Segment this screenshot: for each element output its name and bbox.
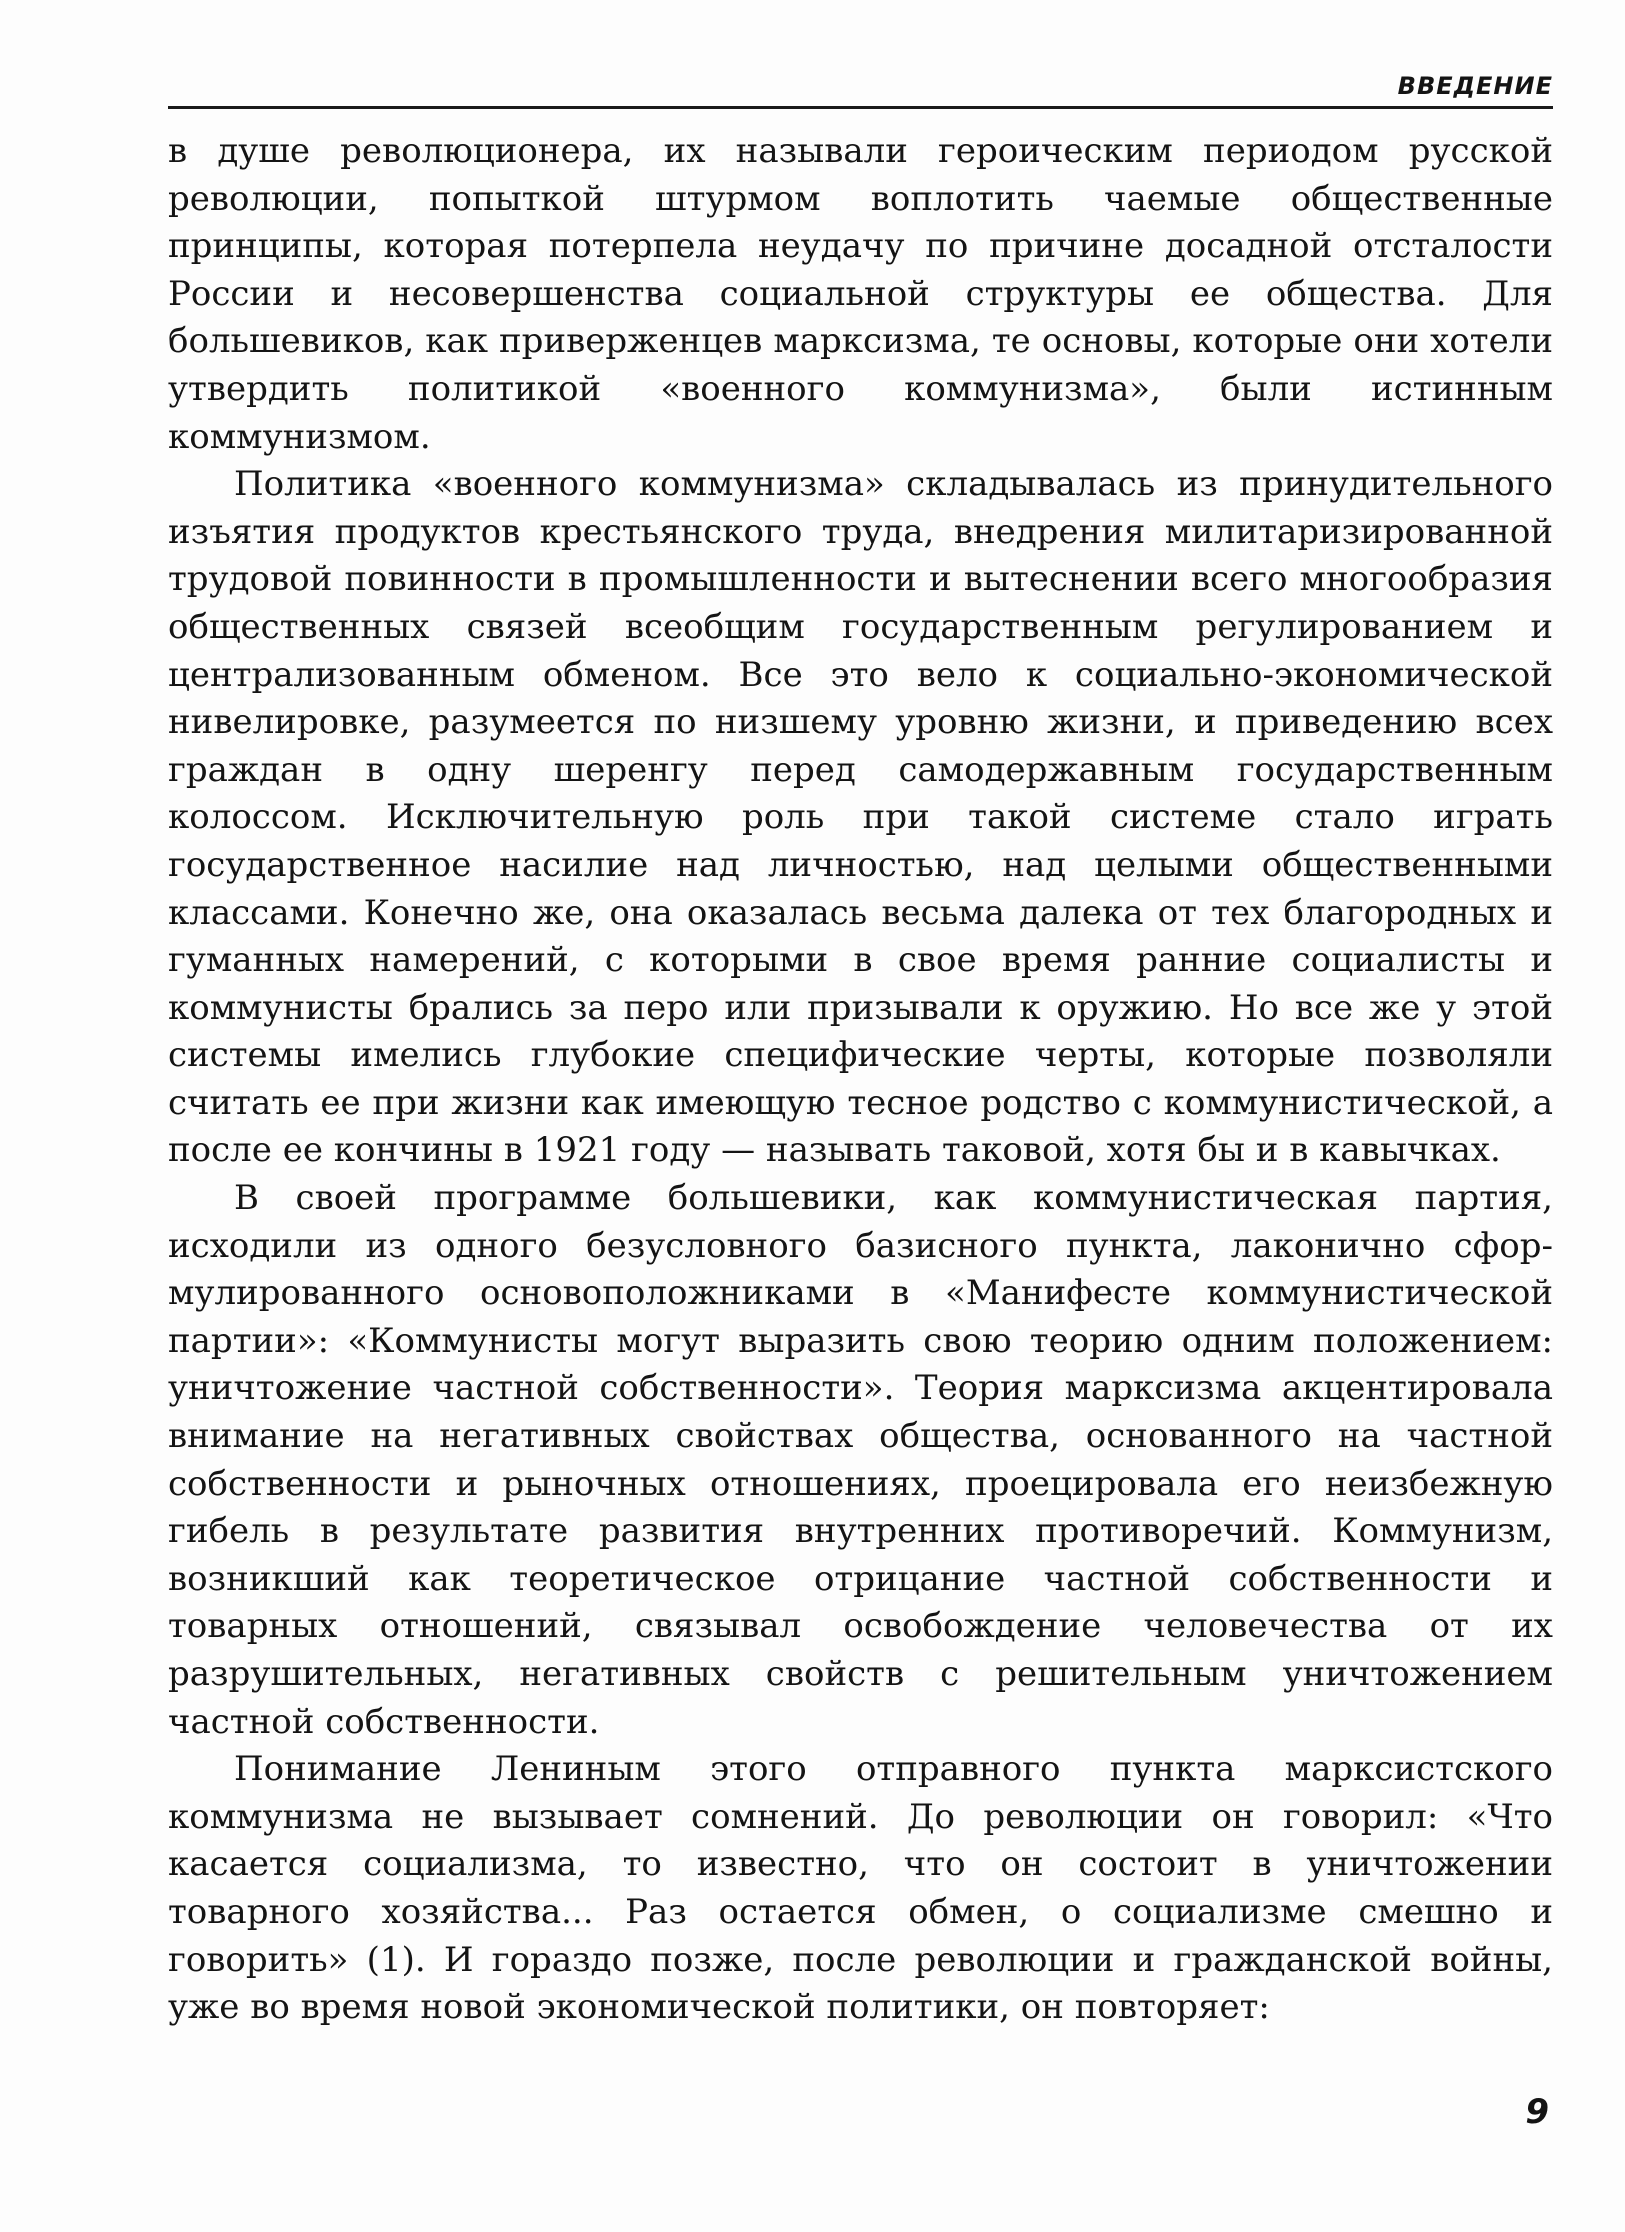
page-number: 9 bbox=[1525, 2092, 1549, 2132]
paragraph: Политика «военного коммунизма» складывалась из принудительного изъятия продуктов крестьянского труда, внедрения милитаризированной трудовой повинности в промышленности и вытеснении всего многообразия общественных связей всеобщим государственным регулированием и централизованным обменом. Все это вело к социально-экономической нивелировке, разумеется по низшему уровню жизни, и приведению всех граждан в одну шеренгу перед самодержавным государственным колоссом. Исключительную роль при такой системе стало играть государственное насилие над личностью, над целыми общественными классами. Конечно же, она оказалась весьма далека от тех благородных и гуманных намерений, с которыми в свое время ранние социалисты и коммунисты брались за перо или призывали к оружию. Но все же у этой системы имелись глубокие специфические черты, которые позволяли считать ее при жизни как имеющую тесное родство с коммунистической, а после ее кончины в 1921 году — называть таковой, хотя бы и в кавычках. bbox=[168, 464, 1553, 1171]
paragraph: В своей программе большевики, как коммунистическая партия, исходили из одного безусловного базисного пункта, лаконично сформулированного основоположниками в «Манифесте коммунистической партии»: «Коммунисты могут выразить свою теорию одним положением: уничтожение частной собственности». Теория марксизма акцентировала внимание на негативных свойствах общества, основанного на частной собственности и рыночных отношениях, проецировала его неизбежную гибель в результате развития внутренних противоречий. Коммунизм, возникший как теоретическое отрицание частной собственности и товарных отношений, связывал освобождение человечества от их разрушительных, негативных свойств с решительным уничтожением частной собственности. bbox=[168, 1178, 1553, 1742]
paragraph: в душе революционера, их называли героическим периодом русской революции, попыткой штурмом воплотить чаемые общественные принципы, которая потерпела неудачу по причине досадной отсталости России и несовершенства социальной структуры ее общества. Для большевиков, как приверженцев марксизма, те основы, которые они хотели утвердить политикой «военного коммунизма», были истинным коммунизмом. bbox=[168, 131, 1553, 457]
chapter-title: ВВЕДЕНИЕ bbox=[1397, 72, 1553, 100]
paragraph: Понимание Лениным этого отправного пункта марксистского коммунизма не вызывает сомнений. До революции он говорил: «Что касается социализма, то известно, что он состоит в уничтожении товарного хозяйства... Раз остается обмен, о социализме смешно и говорить» (1). И гораздо позже, после революции и гражданской войны, уже во время новой экономической политики, он повторяет: bbox=[168, 1749, 1553, 2028]
running-header bbox=[168, 70, 1553, 109]
body-text bbox=[168, 128, 1553, 2032]
